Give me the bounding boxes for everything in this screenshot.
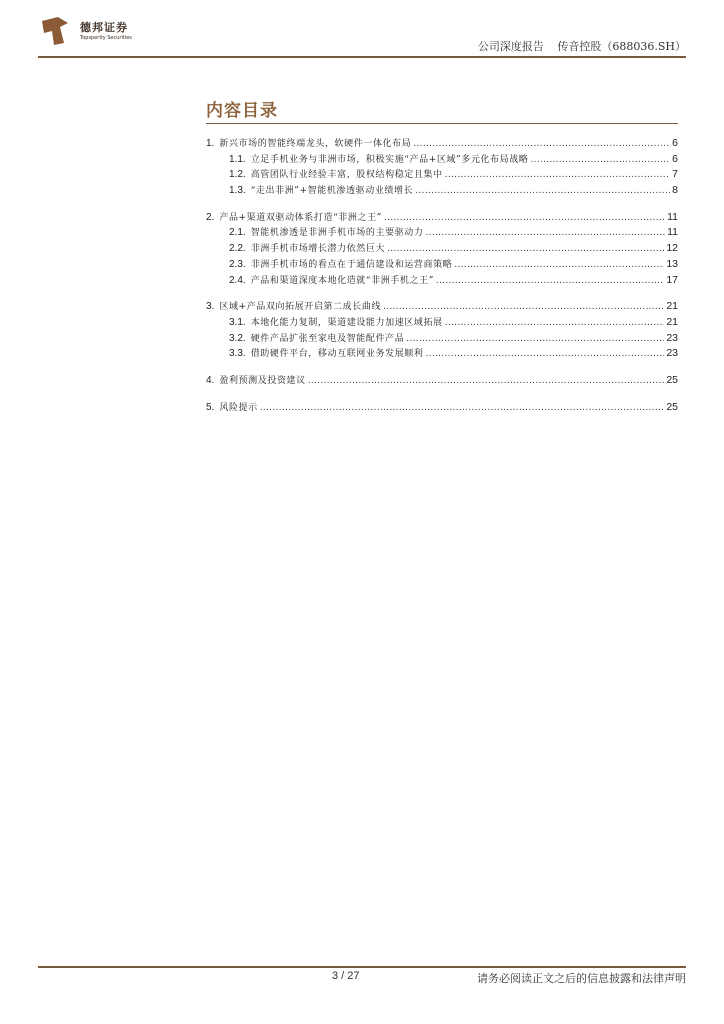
toc-subentry[interactable] bbox=[206, 331, 678, 347]
toc-leader bbox=[426, 225, 666, 242]
header-divider bbox=[38, 56, 686, 58]
toc-entry-text: 区域+产品双向拓展开启第二成长曲线 bbox=[219, 302, 382, 313]
toc-entry-number: 3.2. bbox=[229, 332, 246, 344]
toc-leader bbox=[260, 400, 665, 417]
toc-entry-number: 5. bbox=[206, 401, 215, 413]
toc-subentry[interactable] bbox=[206, 273, 678, 289]
toc-entry-page: 6 bbox=[672, 152, 678, 165]
header-meta bbox=[478, 38, 686, 54]
toc-title-divider bbox=[206, 123, 678, 124]
toc-leader bbox=[406, 331, 664, 348]
toc-entry-number: 3. bbox=[206, 301, 215, 313]
toc-entry-page: 17 bbox=[666, 273, 678, 286]
toc-entry-text: “走出非洲”+智能机渗透驱动业绩增长 bbox=[250, 186, 414, 197]
toc-entry-number: 1.1. bbox=[229, 153, 246, 165]
toc-entry-number: 3.1. bbox=[229, 316, 246, 328]
logo-name: 德邦证券 bbox=[80, 21, 128, 34]
footer-divider bbox=[38, 966, 686, 968]
toc-entry-page: 21 bbox=[666, 315, 678, 328]
toc-leader bbox=[436, 273, 664, 290]
toc-leader bbox=[530, 152, 670, 169]
toc-entry-number: 4. bbox=[206, 374, 215, 386]
toc-leader bbox=[387, 241, 664, 258]
toc-entry-page: 13 bbox=[666, 257, 678, 270]
toc-entry-text: 智能机渗透是非洲手机市场的主要驱动力 bbox=[250, 228, 424, 239]
toc-entry-number: 1.3. bbox=[229, 185, 246, 197]
toc-entry-text: 本地化能力复制，渠道建设能力加速区域拓展 bbox=[250, 317, 443, 328]
toc-entry[interactable] bbox=[206, 373, 678, 389]
toc-leader bbox=[383, 299, 664, 316]
toc-entry-page: 23 bbox=[666, 331, 678, 344]
toc-section bbox=[206, 136, 678, 199]
toc-leader bbox=[454, 257, 664, 274]
toc-subentry[interactable] bbox=[206, 257, 678, 273]
toc-entry-text: 盈利预测及投资建议 bbox=[219, 375, 306, 386]
doc-type: 公司深度报告 bbox=[477, 40, 544, 53]
toc-section bbox=[206, 400, 678, 416]
company-ticker: 传音控股（688036.SH） bbox=[557, 40, 686, 53]
toc-subentry[interactable] bbox=[206, 225, 678, 241]
toc-entry-page: 11 bbox=[667, 210, 678, 223]
toc-entry-text: 产品和渠道深度本地化造就“非洲手机之王” bbox=[250, 275, 434, 286]
toc-entry-page: 25 bbox=[666, 373, 678, 386]
toc-entry-text: 新兴市场的智能终端龙头，软硬件一体化布局 bbox=[219, 139, 412, 149]
logo-english-name: Topsperity Securities bbox=[80, 35, 132, 41]
toc-entry-number: 2.3. bbox=[229, 258, 246, 270]
company-logo bbox=[38, 13, 158, 51]
toc-entry-text: 硬件产品扩张至家电及智能配件产品 bbox=[250, 333, 405, 344]
toc-leader bbox=[413, 136, 670, 153]
page-indicator: 3 / 27 bbox=[332, 970, 360, 982]
toc-entry-text: 非洲手机市场的看点在于通信建设和运营商策略 bbox=[250, 259, 453, 270]
toc-leader bbox=[384, 210, 665, 227]
toc-leader bbox=[445, 167, 670, 184]
toc-section bbox=[206, 373, 678, 389]
toc-leader bbox=[426, 346, 665, 363]
toc-entry-page: 8 bbox=[672, 184, 678, 197]
toc-section bbox=[206, 210, 678, 288]
toc-entry-page: 23 bbox=[666, 347, 678, 360]
toc-entry-page: 11 bbox=[667, 226, 678, 239]
toc-subentry[interactable] bbox=[206, 315, 678, 331]
toc-subentry[interactable] bbox=[206, 241, 678, 257]
toc-subentry[interactable] bbox=[206, 346, 678, 362]
toc-entry[interactable] bbox=[206, 210, 678, 226]
toc-entry[interactable] bbox=[206, 136, 678, 152]
toc-entry[interactable] bbox=[206, 400, 678, 416]
toc-entry-text: 立足手机业务与非洲市场，积极实施“产品+区域”多元化布局战略 bbox=[250, 154, 529, 165]
toc-entry-page: 21 bbox=[666, 300, 678, 313]
toc-section bbox=[206, 299, 678, 362]
toc-subentry[interactable] bbox=[206, 183, 678, 199]
toc-entry-page: 25 bbox=[666, 400, 678, 413]
toc-subentry[interactable] bbox=[206, 167, 678, 183]
disclaimer-note: 请务必阅读正文之后的信息披露和法律声明 bbox=[477, 972, 686, 985]
toc-leader bbox=[415, 183, 670, 200]
toc-subentry[interactable] bbox=[206, 152, 678, 168]
toc-entry-number: 3.3. bbox=[229, 348, 246, 360]
toc-entry-number: 1.2. bbox=[229, 169, 246, 181]
toc-entry-number: 2. bbox=[206, 211, 215, 223]
toc-title: 内容目录 bbox=[206, 101, 278, 121]
toc-entry-text: 风险提示 bbox=[219, 402, 258, 413]
table-of-contents bbox=[206, 136, 678, 426]
toc-entry-number: 2.2. bbox=[229, 243, 246, 255]
toc-entry-text: 产品+渠道双驱动体系打造“非洲之王” bbox=[219, 212, 382, 223]
toc-entry-text: 高管团队行业经验丰富，股权结构稳定且集中 bbox=[250, 170, 443, 181]
logo-mark-icon bbox=[38, 13, 74, 49]
toc-entry-page: 12 bbox=[666, 242, 678, 255]
toc-entry-page: 7 bbox=[672, 168, 678, 181]
toc-entry-text: 非洲手机市场增长潜力依然巨大 bbox=[250, 244, 386, 255]
toc-entry-text: 借助硬件平台，移动互联网业务发展顺利 bbox=[250, 349, 424, 360]
toc-entry[interactable] bbox=[206, 299, 678, 315]
toc-entry-page: 6 bbox=[672, 137, 678, 149]
toc-entry-number: 2.1. bbox=[229, 227, 246, 239]
toc-entry-number: 2.4. bbox=[229, 274, 246, 286]
toc-entry-number: 1. bbox=[206, 138, 215, 149]
toc-leader bbox=[445, 315, 665, 332]
toc-leader bbox=[308, 373, 665, 390]
